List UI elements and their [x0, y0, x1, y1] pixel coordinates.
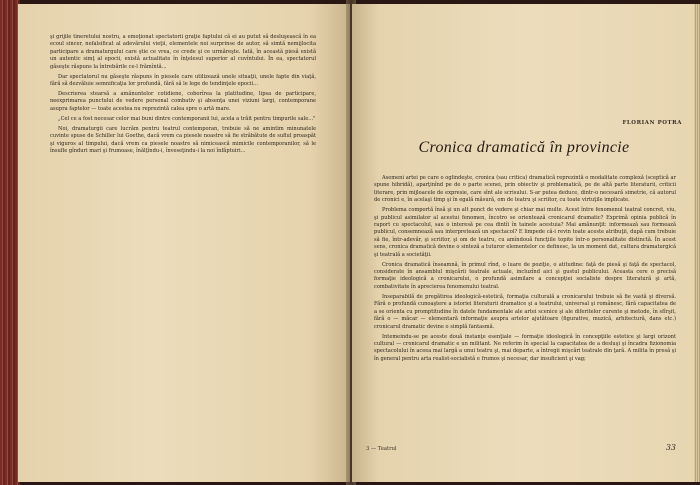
right-paragraph: Asemeni artei pe care o oglindeşte, cronica (sau critica) dramatică reprezintă o modalitate complexă (sceptică ar spune hibridă), aparţinînd pe de o parte scenei, prin obiectiv şi problematică, pe de altă parte literaturii, criticii literare, prin mijloacele de expresie, care sînt ale scrisului. S-ar putea deduce, dintr-o necesară simetrie, că autorul de cronici e, în acelaşi timp şi în egală măsură, om de teatru şi scriitor, cu toate virtuţile implicate.: [374, 175, 676, 204]
book-binding-edge: [0, 0, 20, 485]
page-number: 33: [665, 443, 676, 452]
left-paragraph: Noi, dramaturgii care lucrăm pentru teatrul contemporan, trebuie să ne amintim minunatele cuvinte spuse de Schiller lui Goethe, dacă vrem ca piesele noastre să fie străbătute de suflul proaspăt şi viguros al timpului, dacă vrem ca piesele noastre să nimicească mimicile contemporanilor, să le însufle gînduri mari şi frumoase, înălţîndu-i, înveseţindu-i la noi înfăptuiri...: [50, 125, 316, 155]
article-title: Cronica dramatică în provincie: [418, 139, 630, 156]
signature-mark: 3 — Teatrul: [366, 446, 397, 452]
left-paragraph: „Cel ce a fost necesar celor mai buni dintre contemporanii lui, acela a trăit pentru timpurile sale...": [58, 115, 316, 122]
left-page-text: [50, 34, 316, 158]
left-paragraph: Dar spectatorul nu găseşte răspuns în piesele care utilizează unele situaţii, unele fapte din viaţă, fără să dezvăluie semnificaţia lor profundă, fără să le lege de tendinţele epocii...: [50, 73, 316, 88]
article-author: FLORIAN POTRA: [622, 120, 682, 126]
right-page: [352, 4, 696, 482]
right-paragraph: Inseparabilă de pregătirea ideologică-estetică, formaţia culturală a cronicarului trebuie să fie vastă şi diversă. Fără o profundă cunoaştere a istoriei literaturii dramatice şi a teatrului, universal şi românesc, fără capacitatea de a se orienta cu promptitudine în datele fundamentale ale artei scenice şi ale diferitelor curente şi metode, în sfîrşit, fără o — măcar — elementară informaţie asupra artelor ajutătoare (figurative, muzică, arhitectură, dans etc.) cronicarul dramatic devine o simplă fantasmă.: [374, 293, 676, 330]
right-paragraph: Intemeindu-se pe aceste două instanţe esenţiale — formaţie ideologică în concepţiile estetice şi largi orizont cultural — cronicarul dramatic e un militant. Ne referim în special la capacitatea de a desluşi şi încadra fizionomia spectacolului în aceea mai largă a unui teatru şi, mai departe, a întregii mişcări teatrale din ţară. A milita în presă şi în general pentru arta realist-socialistă e frumos şi necesar, dar insuficient şi vag;: [374, 333, 676, 362]
right-page-text: [374, 175, 676, 366]
left-paragraph: şi grijile tineretului nostru, a emoţionat spectatorii graţie faptului că ei au putut să desluşească în ea ecoul sincer, nefalsificat al adevărului vieţii, elementele noi surprinse de autor, să simtă nemijlocita participare a dramaturgului care ştie ce vrea, ce crede şi ce urmăreşte. Iată, în această piesă există un autentic simţ al epocii, există actualitate în înţelesul superior al cuvîntului. În ea, spectatorul găseşte răspuns la întrebările ce-l frămîntă...: [50, 34, 316, 70]
right-paragraph: Cronica dramatică înseamnă, în primul rînd, o luare de poziţie, o atitudine: faţă de piesă şi faţă de spectacol, considerate în ansamblul mişcării teatrale actuale, incluzînd aici şi gustul publicului. Aceasta cere o precisă formaţie ideologică a cronicarului, o profundă asimilare a concepţiei socialiste despre literatură şi artă, combativitate în aprecierea fenomenului teatral.: [374, 261, 676, 290]
page-stack-edge: [694, 4, 700, 482]
right-paragraph: Problema comportă însă şi un alt punct de vedere şi chiar mai multe. Acest între fenomenul teatral concret, viu, şi publicul asimilator al acestui fenomen, încotro se orientează cronicarul dramatic? Exprimă opinia publică în raport cu spectacolul, sau o interesă pe cea dintîi în tainele acestuia? Mai amănunţit: informează sau formează publicul, consemnează sau interpretează un spectacol? E limpede că-i revin toate aceste atribuţii, după cum trebuie să fie, într-adevăr, şi scriitor, şi om de teatru, cu amîndouă funcţiile topite într-o personalitate distinctă. În acest sens, cronica dramatică devine o sinteză a tuturor elementelor ce definesc, la un moment dat, cultura dramaturgică şi teatrală a societăţii.: [374, 207, 676, 258]
left-paragraph: Descrierea stearsă a amănuntelor cotidiene, coborîrea la platitudine, lipsa de participare, neexprimarea punctului de vedere personal combativ şi absenţa unei viziuni largi, contemporane asupra faptelor — toate acestea nu reprezintă calea spre o artă mare.: [50, 91, 316, 112]
left-page: [18, 4, 350, 482]
